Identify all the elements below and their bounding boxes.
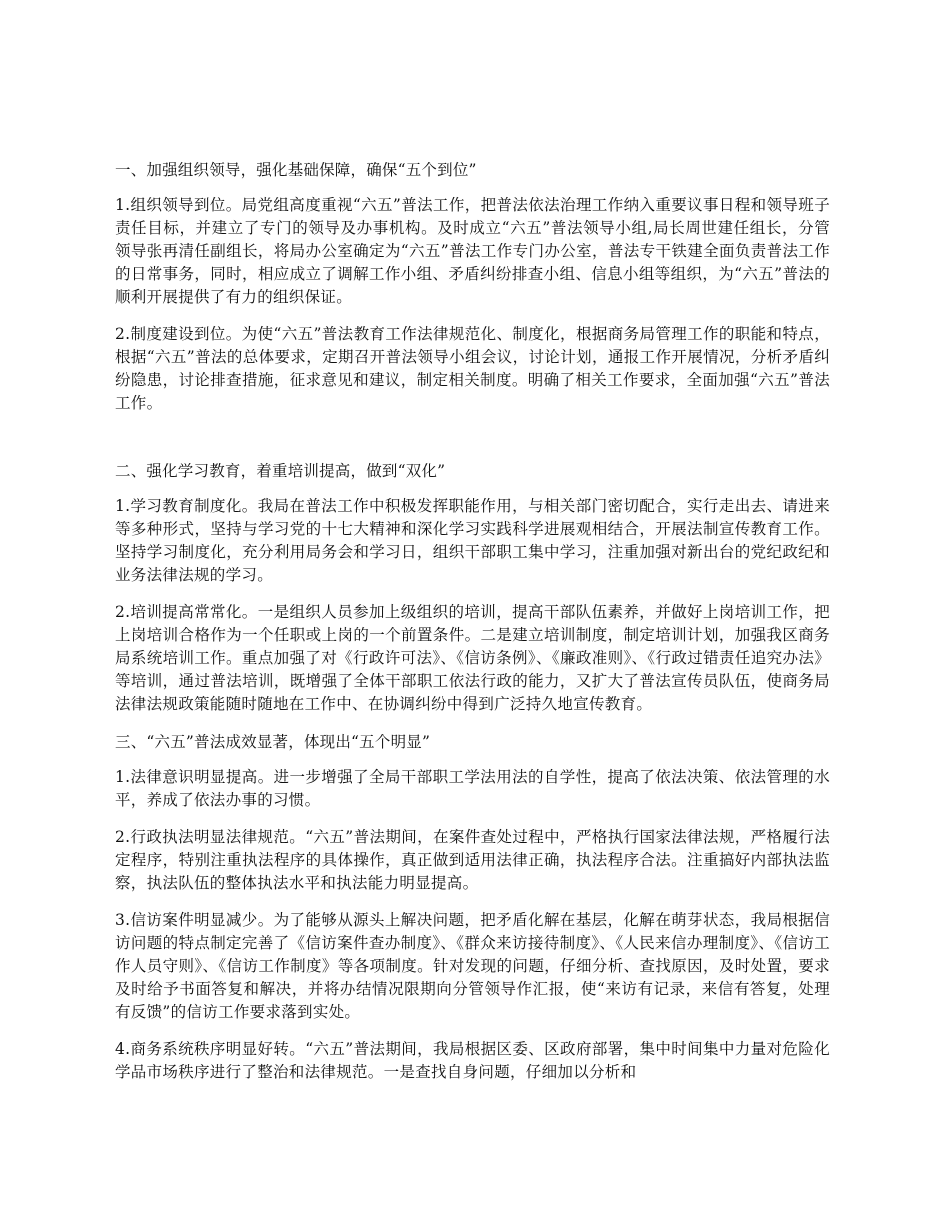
section-heading-3: 三、“六五”普法成效显著，体现出“五个明显” — [115, 733, 431, 751]
paragraph-1-1: 1.组织领导到位。局党组高度重视“六五”普法工作，把普法依法治理工作纳入重要议事日程和领导班子责任目标，并建立了专门的领导及办事机构。及时成立“六五”普法领导小组,局长周世建任组长，分管领导张再清任副组长，将局办公室确定为“六五”普法工作专门办公室，普法专干铁建全面负责普法工作的日常事务，同时，相应成立了调解工作小组、矛盾纠纷排查小组、信息小组等组织，为“六五”普法的顺利开展提供了有力的组织保证。 — [115, 196, 830, 306]
document-body — [115, 158, 830, 1098]
paragraph-2-1: 1.学习教育制度化。我局在普法工作中积极发挥职能作用，与相关部门密切配合，实行走出去、请进来等多种形式，坚持与学习党的十七大精神和深化学习实践科学进展观相结合，开展法制宣传教育工作。坚持学习制度化，充分利用局务会和学习日，组织干部职工集中学习，注重加强对新出台的党纪政纪和业务法律法规的学习。 — [115, 497, 830, 584]
section-heading-2: 二、强化学习教育，着重培训提高，做到“双化” — [115, 462, 446, 480]
paragraph-3-4: 4.商务系统秩序明显好转。“六五”普法期间，我局根据区委、区政府部署，集中时间集中力量对危险化学品市场秩序进行了整治和法律规范。一是查找自身问题，仔细加以分析和 — [115, 1040, 830, 1081]
paragraph-2-2: 2.培训提高常常化。一是组织人员参加上级组织的培训，提高干部队伍素养，并做好上岗培训工作，把上岗培训合格作为一个任职或上岗的一个前置条件。二是建立培训制度，制定培训计划，加强我区商务局系统培训工作。重点加强了对《行政许可法》、《信访条例》、《廉政准则》、《行政过错责任追究办法》等培训，通过普法培训，既增强了全体干部职工依法行政的能力，又扩大了普法宣传员队伍，使商务局法律法规政策能随时随地在工作中、在协调纠纷中得到广泛持久地宣传教育。 — [115, 603, 830, 713]
section-heading-1: 一、加强组织领导，强化基础保障，确保“五个到位” — [115, 161, 477, 179]
section-gap — [115, 429, 830, 459]
paragraph-3-1: 1.法律意识明显提高。进一步增强了全局干部职工学法用法的自学性，提高了依法决策、依法管理的水平，养成了依法办事的习惯。 — [115, 768, 830, 809]
paragraph-3-2: 2.行政执法明显法律规范。“六五”普法期间，在案件查处过程中，严格执行国家法律法规，严格履行法定程序，特别注重执法程序的具体操作，真正做到适用法律正确，执法程序合法。注重搞好内部执法监察，执法队伍的整体执法水平和执法能力明显提高。 — [115, 828, 830, 892]
paragraph-3-3: 3.信访案件明显减少。为了能够从源头上解决问题，把矛盾化解在基层，化解在萌芽状态，我局根据信访问题的特点制定完善了《信访案件查办制度》、《群众来访接待制度》、《人民来信办理制度》、《信访工作人员守则》、《信访工作制度》等各项制度。针对发现的问题，仔细分析、查找原因，及时处置，要求及时给予书面答复和解决，并将办结情况限期向分管领导作汇报，使“来访有记录，来信有答复，处理有反馈”的信访工作要求落到实处。 — [115, 911, 830, 1021]
paragraph-1-2: 2.制度建设到位。为使“六五”普法教育工作法律规范化、制度化，根据商务局管理工作的职能和特点，根据“六五”普法的总体要求，定期召开普法领导小组会议，讨论计划，通报工作开展情况，分析矛盾纠纷隐患，讨论排查措施，征求意见和建议，制定相关制度。明确了相关工作要求，全面加强“六五”普法工作。 — [115, 325, 830, 412]
